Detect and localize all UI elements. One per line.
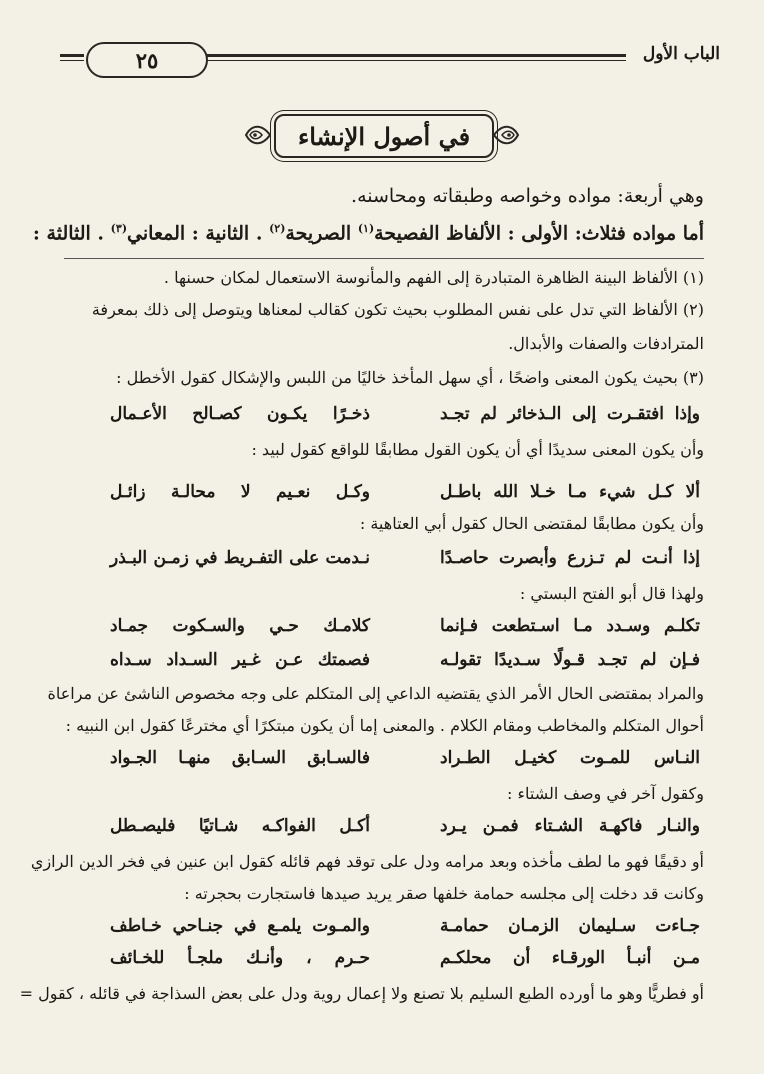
ornament-left-icon bbox=[244, 118, 272, 152]
verse-hemistich-first: جـاءت سـليمان الزمـان حمامـة bbox=[440, 916, 700, 936]
verse-hemistich-second: فصمتك عـن غـير السـداد سـداه bbox=[110, 650, 370, 670]
verse-winter bbox=[100, 816, 700, 842]
verse-ibn-unain-2 bbox=[100, 948, 700, 974]
verse-hemistich-first: والنـار فاكهـة الشـتاء فمـن يـرد bbox=[440, 816, 700, 836]
verse-hemistich-first: تكلـم وسـدد مـا اسـتطعت فـإنما bbox=[440, 616, 700, 636]
text-line: أو فطريًّا وهو ما أورده الطبع السليم بلا تصنع ولا إعمال روية ودل على بعض السذاجة في قائله ، كقول = bbox=[19, 984, 704, 1003]
text-line: وأن يكون المعنى سديدًا أي أن يكون القول مطابقًا للواقع كقول لبيد : bbox=[251, 440, 704, 459]
verse-hemistich-second: كلامـك حـي والسـكوت جمـاد bbox=[110, 616, 370, 636]
verse-hemistich-second: فالسـابق السـابق منهـا الجـواد bbox=[110, 748, 370, 768]
verse-hemistich-first: ألا كـل شيء مـا خـلا الله باطـل bbox=[440, 482, 700, 502]
text-line: أو دقيقًا فهو ما لطف مأخذه وبعد مرامه ودل على توقد فهم قائله كقول ابن عنين في فخر الدين الرازي bbox=[30, 852, 704, 871]
footnote-2: (٢) الألفاظ التي تدل على نفس المطلوب بحيث تكون كقالب لمعناها ويتوصل إلى ذلك بمعرفة bbox=[91, 300, 704, 319]
section-title-frame bbox=[0, 108, 764, 162]
header-rule-left bbox=[60, 54, 84, 57]
text-line: وأن يكون مطابقًا لمقتضى الحال كقول أبي العتاهية : bbox=[359, 514, 704, 533]
section-title: في أصول الإنشاء bbox=[274, 114, 494, 158]
footnote-3: (٣) بحيث يكون المعنى واضحًا ، أي سهل المأخذ خاليًا من اللبس والإشكال كقول الأخطل : bbox=[116, 368, 704, 387]
verse-hemistich-second: وكـل نعـيم لا محالـة زائـل bbox=[110, 482, 370, 502]
verse-hemistich-first: إذا أنـت لم تـزرع وأبصرت حاصـدًا bbox=[440, 548, 700, 568]
intro-line: وهي أربعة: مواده وخواصه وطبقاته ومحاسنه. bbox=[351, 185, 704, 207]
footnote-ref: (١) bbox=[357, 222, 375, 235]
verse-hemistich-second: ذخـرًا يكـون كصـالح الأعـمال bbox=[110, 404, 370, 424]
materials-text: الصريحة bbox=[285, 222, 358, 245]
verse-hemistich-first: النـاس للمـوت كخيـل الطـراد bbox=[440, 748, 700, 768]
materials-text: . الثالثة : bbox=[32, 222, 111, 245]
text-line: أحوال المتكلم والمخاطب ومقام الكلام . والمعنى إما أن يكون مبتكرًا أي مخترعًا كقول ابن النبيه : bbox=[65, 716, 704, 735]
verse-ibn-nabih bbox=[100, 748, 700, 774]
verse-busti-1 bbox=[100, 616, 700, 642]
footnote-2-cont: المترادفات والصفات والأبدال. bbox=[508, 334, 704, 353]
text-line: وكقول آخر في وصف الشتاء : bbox=[507, 784, 704, 803]
verse-busti-2 bbox=[100, 650, 700, 676]
page-header bbox=[60, 40, 720, 80]
ornament-right-icon bbox=[492, 118, 520, 152]
materials-line bbox=[32, 222, 704, 245]
footnote-ref: (٢) bbox=[269, 222, 286, 235]
materials-text: . الثانية : المعاني bbox=[127, 222, 270, 245]
header-rule-thin bbox=[206, 60, 626, 61]
verse-hemistich-second: والمـوت يلمـع في جنـاحي خـاطف bbox=[110, 916, 370, 936]
chapter-title: الباب الأول bbox=[642, 44, 720, 64]
verse-ibn-unain-1 bbox=[100, 916, 700, 942]
verse-hemistich-first: فـإن لم تجـد قـولًا سـديدًا تقولـه bbox=[440, 650, 700, 670]
header-rule bbox=[206, 54, 626, 57]
verse-hemistich-second: حـرم ، وأنـك ملجـأ للخـائف bbox=[110, 948, 370, 968]
footnote-1: (١) الألفاظ البينة الظاهرة المتبادرة إلى الفهم والمأنوسة الاستعمال لمكان حسنها . bbox=[163, 268, 704, 287]
text-line: وكانت قد دخلت إلى مجلسه حمامة خلفها صقر يريد صيدها فاستجارت بحجرته : bbox=[184, 884, 704, 903]
verse-abu-al-atahiya bbox=[100, 548, 700, 574]
page-number: ٢٥ bbox=[86, 42, 208, 78]
footnote-ref: (٣) bbox=[110, 222, 128, 235]
materials-text: أما مواده فثلاث: الأولى : الألفاظ الفصيحة bbox=[374, 222, 704, 245]
verse-akhtal bbox=[100, 404, 700, 430]
verse-labid bbox=[100, 482, 700, 508]
text-line: والمراد بمقتضى الحال الأمر الذي يقتضيه الداعي إلى المتكلم على وجه مخصوص الناشئ عن مراعاة bbox=[47, 684, 704, 703]
verse-hemistich-second: نـدمت على التفـريط في زمـن البـذر bbox=[110, 548, 370, 568]
verse-hemistich-second: أكـل الفواكـه شـاتيًا فليصـطل bbox=[110, 816, 370, 836]
verse-hemistich-first: مـن أنبـأ الورقـاء أن محلكـم bbox=[440, 948, 700, 968]
header-rule-left-thin bbox=[60, 60, 84, 61]
text-line: ولهذا قال أبو الفتح البستي : bbox=[519, 584, 704, 603]
footnote-separator bbox=[64, 258, 704, 259]
verse-hemistich-first: وإذا افتقـرت إلى الـذخائر لم تجـد bbox=[440, 404, 700, 424]
